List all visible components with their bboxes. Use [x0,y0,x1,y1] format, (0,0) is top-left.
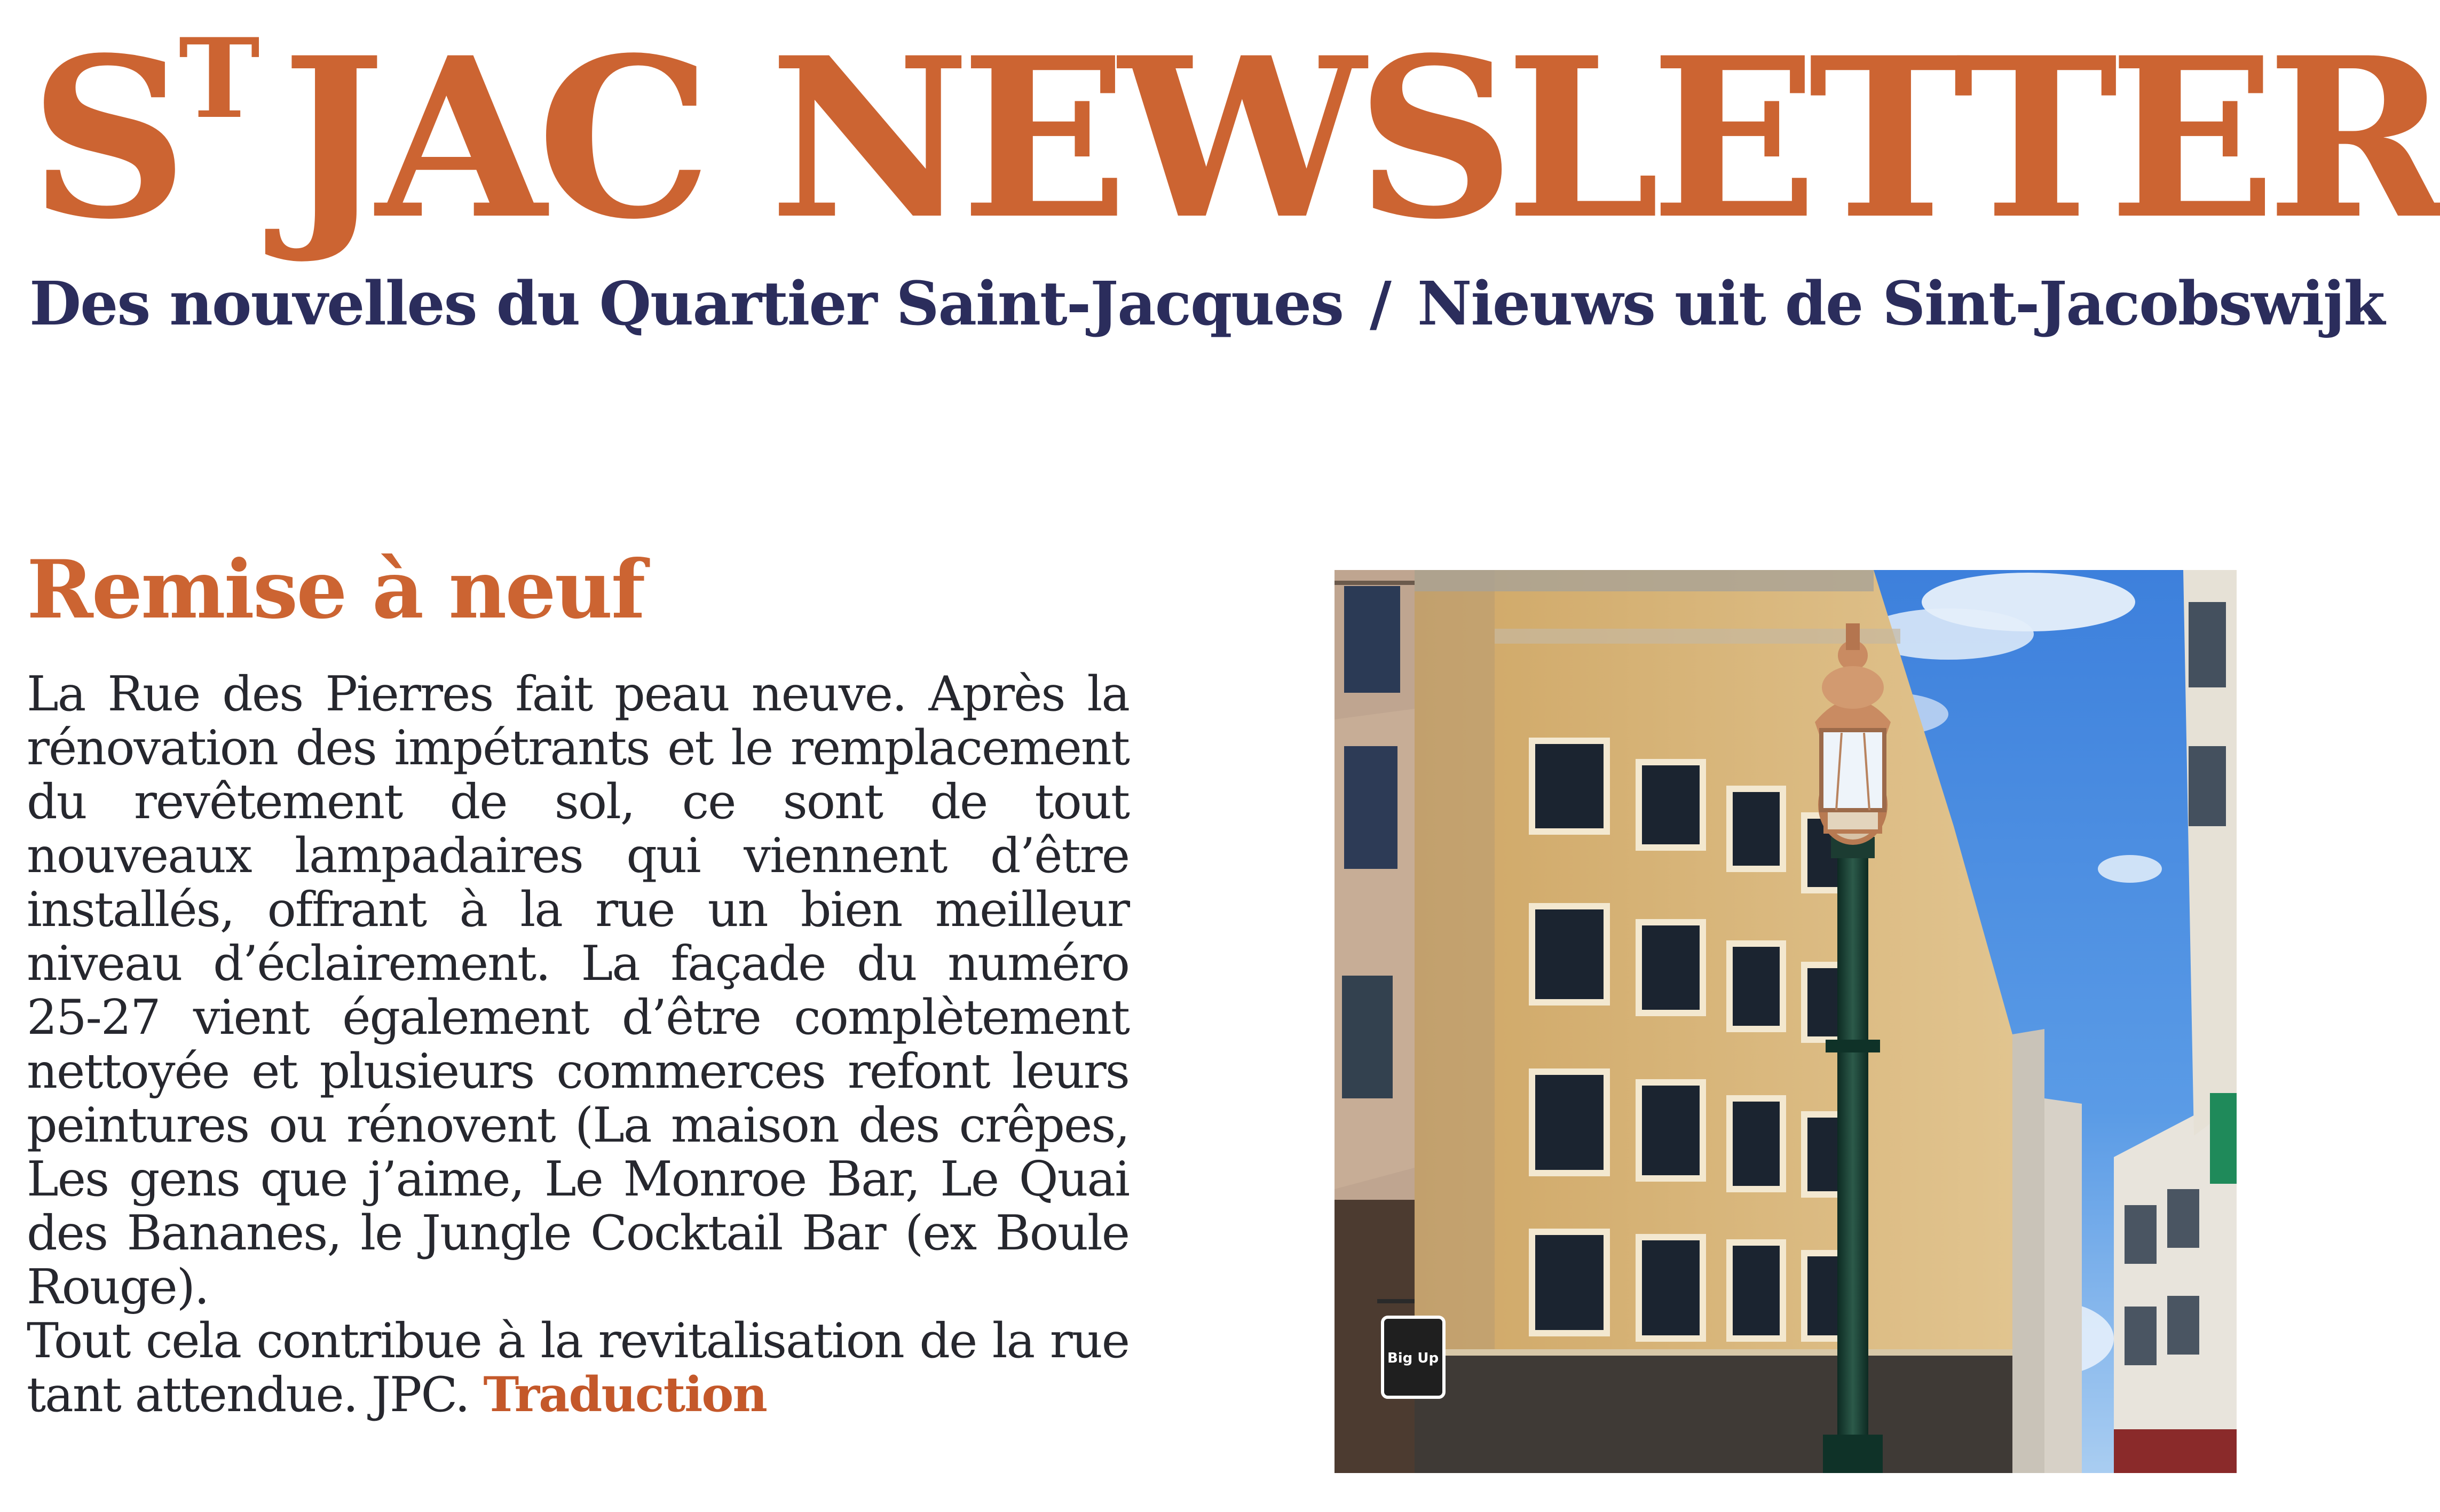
tagline-fr: Des nouvelles du Quartier Saint-Jacques [29,269,1344,339]
article-title: Remise à neuf [27,543,644,637]
masthead [29,10,2440,268]
shop-sign-text: Big Up [1387,1350,1439,1366]
street-lamp-photo [1335,570,2237,1473]
article-body [27,667,1129,1422]
tagline [29,264,2384,344]
mid-building [2012,1029,2044,1473]
title-superscript: T [178,15,260,143]
translation-link[interactable]: Traduction [483,1366,767,1423]
tagline-nl: Nieuws uit de Sint-Jacobswijk [1417,269,2384,339]
tagline-separator: / [1370,269,1391,339]
article-paragraph: La Rue des Pierres fait peau neuve. Après la rénovation des impétrants et le remplacement du revêtement de sol, ce sont de tout nouveaux lampadaires qui viennent d’être installés, offrant à la rue un bien meilleur niveau d’éclairement. La façade du numéro 25-27 vient également d’être complètement nettoyée et plusieurs commerces refont leurs peintures ou rénovent (La maison des crêpes, Les gens que j’aime, Le Monroe Bar, Le Quai des Bananes, le Jungle Cocktail Bar (ex Boule Rouge). [27,666,1129,1315]
newsletter-title [29,10,2440,295]
article-paragraph-closing [27,1314,1129,1422]
ground-floor [1415,1355,2012,1473]
title-prefix: S [29,10,179,268]
article-closing-text: Tout cela contribue à la revitalisation de la rue tant attendue. JPC. [27,1313,1129,1423]
title-rest: JAC NEWSLETTER [281,10,2440,268]
